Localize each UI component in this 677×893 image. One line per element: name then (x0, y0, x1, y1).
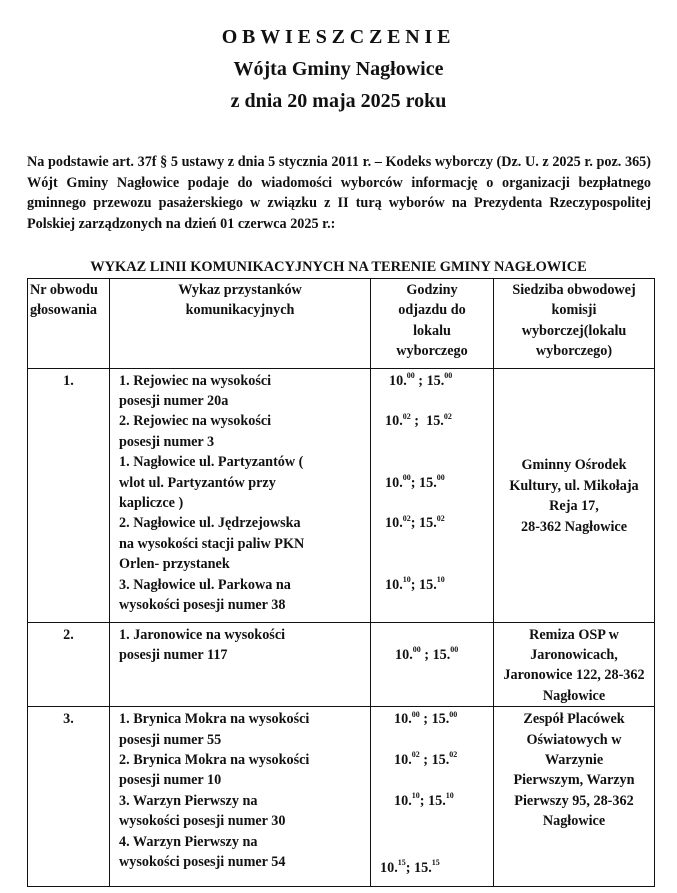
stop-line: 3. Warzyn Pierwszy na (119, 792, 258, 809)
seat-line: Oświatowych w (526, 731, 622, 748)
departure-time: 10.02; 15.02 (385, 513, 445, 532)
header-stops (110, 279, 371, 369)
departure-time: 10.10; 15.10 (394, 791, 454, 809)
committee-seat (494, 622, 655, 707)
stop-line: 2. Brynica Mokra na wysokości (119, 752, 310, 769)
header-line: lokalu (413, 322, 451, 339)
header-line: komunikacyjnych (185, 302, 295, 319)
stop-line: 2. Rejowiec na wysokości (119, 413, 272, 430)
bus-lines-table (27, 278, 655, 887)
header-line: Wykaz przystanków (178, 282, 302, 298)
district-number: 1. (28, 368, 110, 622)
stop-line: kapliczce ) (119, 495, 184, 512)
departure-time: 10.02 ; 15.02 (385, 411, 452, 430)
table-header-row (28, 279, 655, 369)
seat-line: Kultury, ul. Mikołaja (509, 477, 639, 494)
seat-line: Reja 17, (549, 498, 599, 515)
stop-line: na wysokości stacji paliw PKN (119, 535, 305, 552)
stop-line: posesji numer 117 (119, 647, 228, 664)
departure-time: 10.00 ; 15.00 (395, 645, 459, 664)
table-row (28, 622, 655, 707)
header-line: wyborczego (396, 343, 468, 360)
seat-line: Jaronowicach, (530, 647, 618, 664)
seat-line: Pierwszym, Warzyn (513, 772, 635, 789)
departure-time: 10.02 ; 15.02 (394, 750, 458, 769)
header-departure-times (371, 279, 494, 369)
seat-line: Zespół Placówek (523, 711, 625, 728)
seat-line: Pierwszy 95, 28-362 (514, 792, 634, 809)
stop-line: 1. Brynica Mokra na wysokości (119, 711, 310, 728)
committee-seat (494, 368, 655, 622)
stops-list (110, 368, 371, 622)
stops-list (110, 707, 371, 887)
notice-authority: Wójta Gminy Nagłowice (233, 58, 444, 80)
departure-time: 10.15; 15.15 (380, 858, 440, 877)
stop-line: wysokości posesji numer 38 (119, 597, 286, 614)
stop-line: wlot ul. Partyzantów przy (119, 474, 276, 491)
stop-line: 1. Jaronowice na wysokości (119, 626, 286, 643)
departure-times (371, 368, 494, 622)
departure-time: 10.10; 15.10 (385, 574, 445, 593)
stop-line: posesji numer 20a (119, 393, 229, 410)
committee-seat (494, 707, 655, 887)
departure-times (371, 707, 494, 887)
stop-line: wysokości posesji numer 54 (119, 854, 286, 871)
stop-line: 1. Nagłowice ul. Partyzantów ( (119, 454, 304, 471)
header-line: Siedziba obwodowej (512, 282, 636, 298)
table-title: WYKAZ LINII KOMUNIKACYJNYCH NA TERENIE GMINY NAGŁOWICE (90, 259, 587, 275)
table-row (28, 707, 655, 887)
seat-line: Warzynie (544, 752, 604, 769)
seat-line: Jaronowice 122, 28-362 (503, 667, 645, 684)
stop-line: 1. Rejowiec na wysokości (119, 372, 272, 389)
notice-date: z dnia 20 maja 2025 roku (230, 90, 447, 112)
district-number: 2. (28, 622, 110, 707)
stop-line: 4. Warzyn Pierwszy na (119, 833, 258, 850)
header-line: wyborczej(lokalu (521, 322, 627, 339)
departure-times (371, 622, 494, 707)
header-line: odjazdu do (398, 302, 466, 319)
departure-time: 10.00; 15.00 (385, 472, 445, 491)
district-number: 3. (28, 707, 110, 887)
stop-line: 2. Nagłowice ul. Jędrzejowska (119, 515, 301, 532)
stops-list (110, 622, 371, 707)
header-line: głosowania (30, 302, 98, 319)
notice-heading: OBWIESZCZENIE (221, 26, 456, 48)
seat-line: Remiza OSP w (529, 626, 619, 643)
departure-time: 10.00 ; 15.00 (389, 370, 453, 389)
header-line: komisji (551, 302, 597, 319)
stop-line: Orlen- przystanek (119, 556, 230, 573)
stop-line: posesji numer 10 (119, 772, 222, 789)
stop-line: 3. Nagłowice ul. Parkowa na (119, 576, 291, 593)
intro-paragraph: Na podstawie art. 37f § 5 ustawy z dnia 5 stycznia 2011 r. – Kodeks wyborczy (Dz. U. z 2025 r. poz. 365) Wójt Gminy Nagłowice podaje do wiadomości wyborców informację o organizacji bezpłatnego gminnego przewozu pasażerskiego w związku z II turą wyborów na Prezydenta Rzeczypospolitej Polskiej zarządzonych na dzień 01 czerwca 2025 r.: (27, 154, 651, 232)
header-line: Nr obwodu (30, 282, 98, 298)
seat-line: Gminny Ośrodek (521, 457, 627, 474)
header-district-number (28, 279, 110, 369)
header-line: Godziny (406, 282, 458, 298)
seat-line: Nagłowice (542, 687, 606, 704)
header-line: wyborczego) (535, 343, 613, 360)
seat-line: 28-362 Nagłowice (521, 518, 627, 535)
stop-line: posesji numer 3 (119, 433, 215, 450)
departure-time: 10.00 ; 15.00 (394, 709, 458, 728)
stop-line: posesji numer 55 (119, 731, 222, 748)
table-row (28, 368, 655, 622)
seat-line: Nagłowice (542, 813, 606, 830)
stop-line: wysokości posesji numer 30 (119, 813, 286, 830)
header-committee-seat (494, 279, 655, 369)
